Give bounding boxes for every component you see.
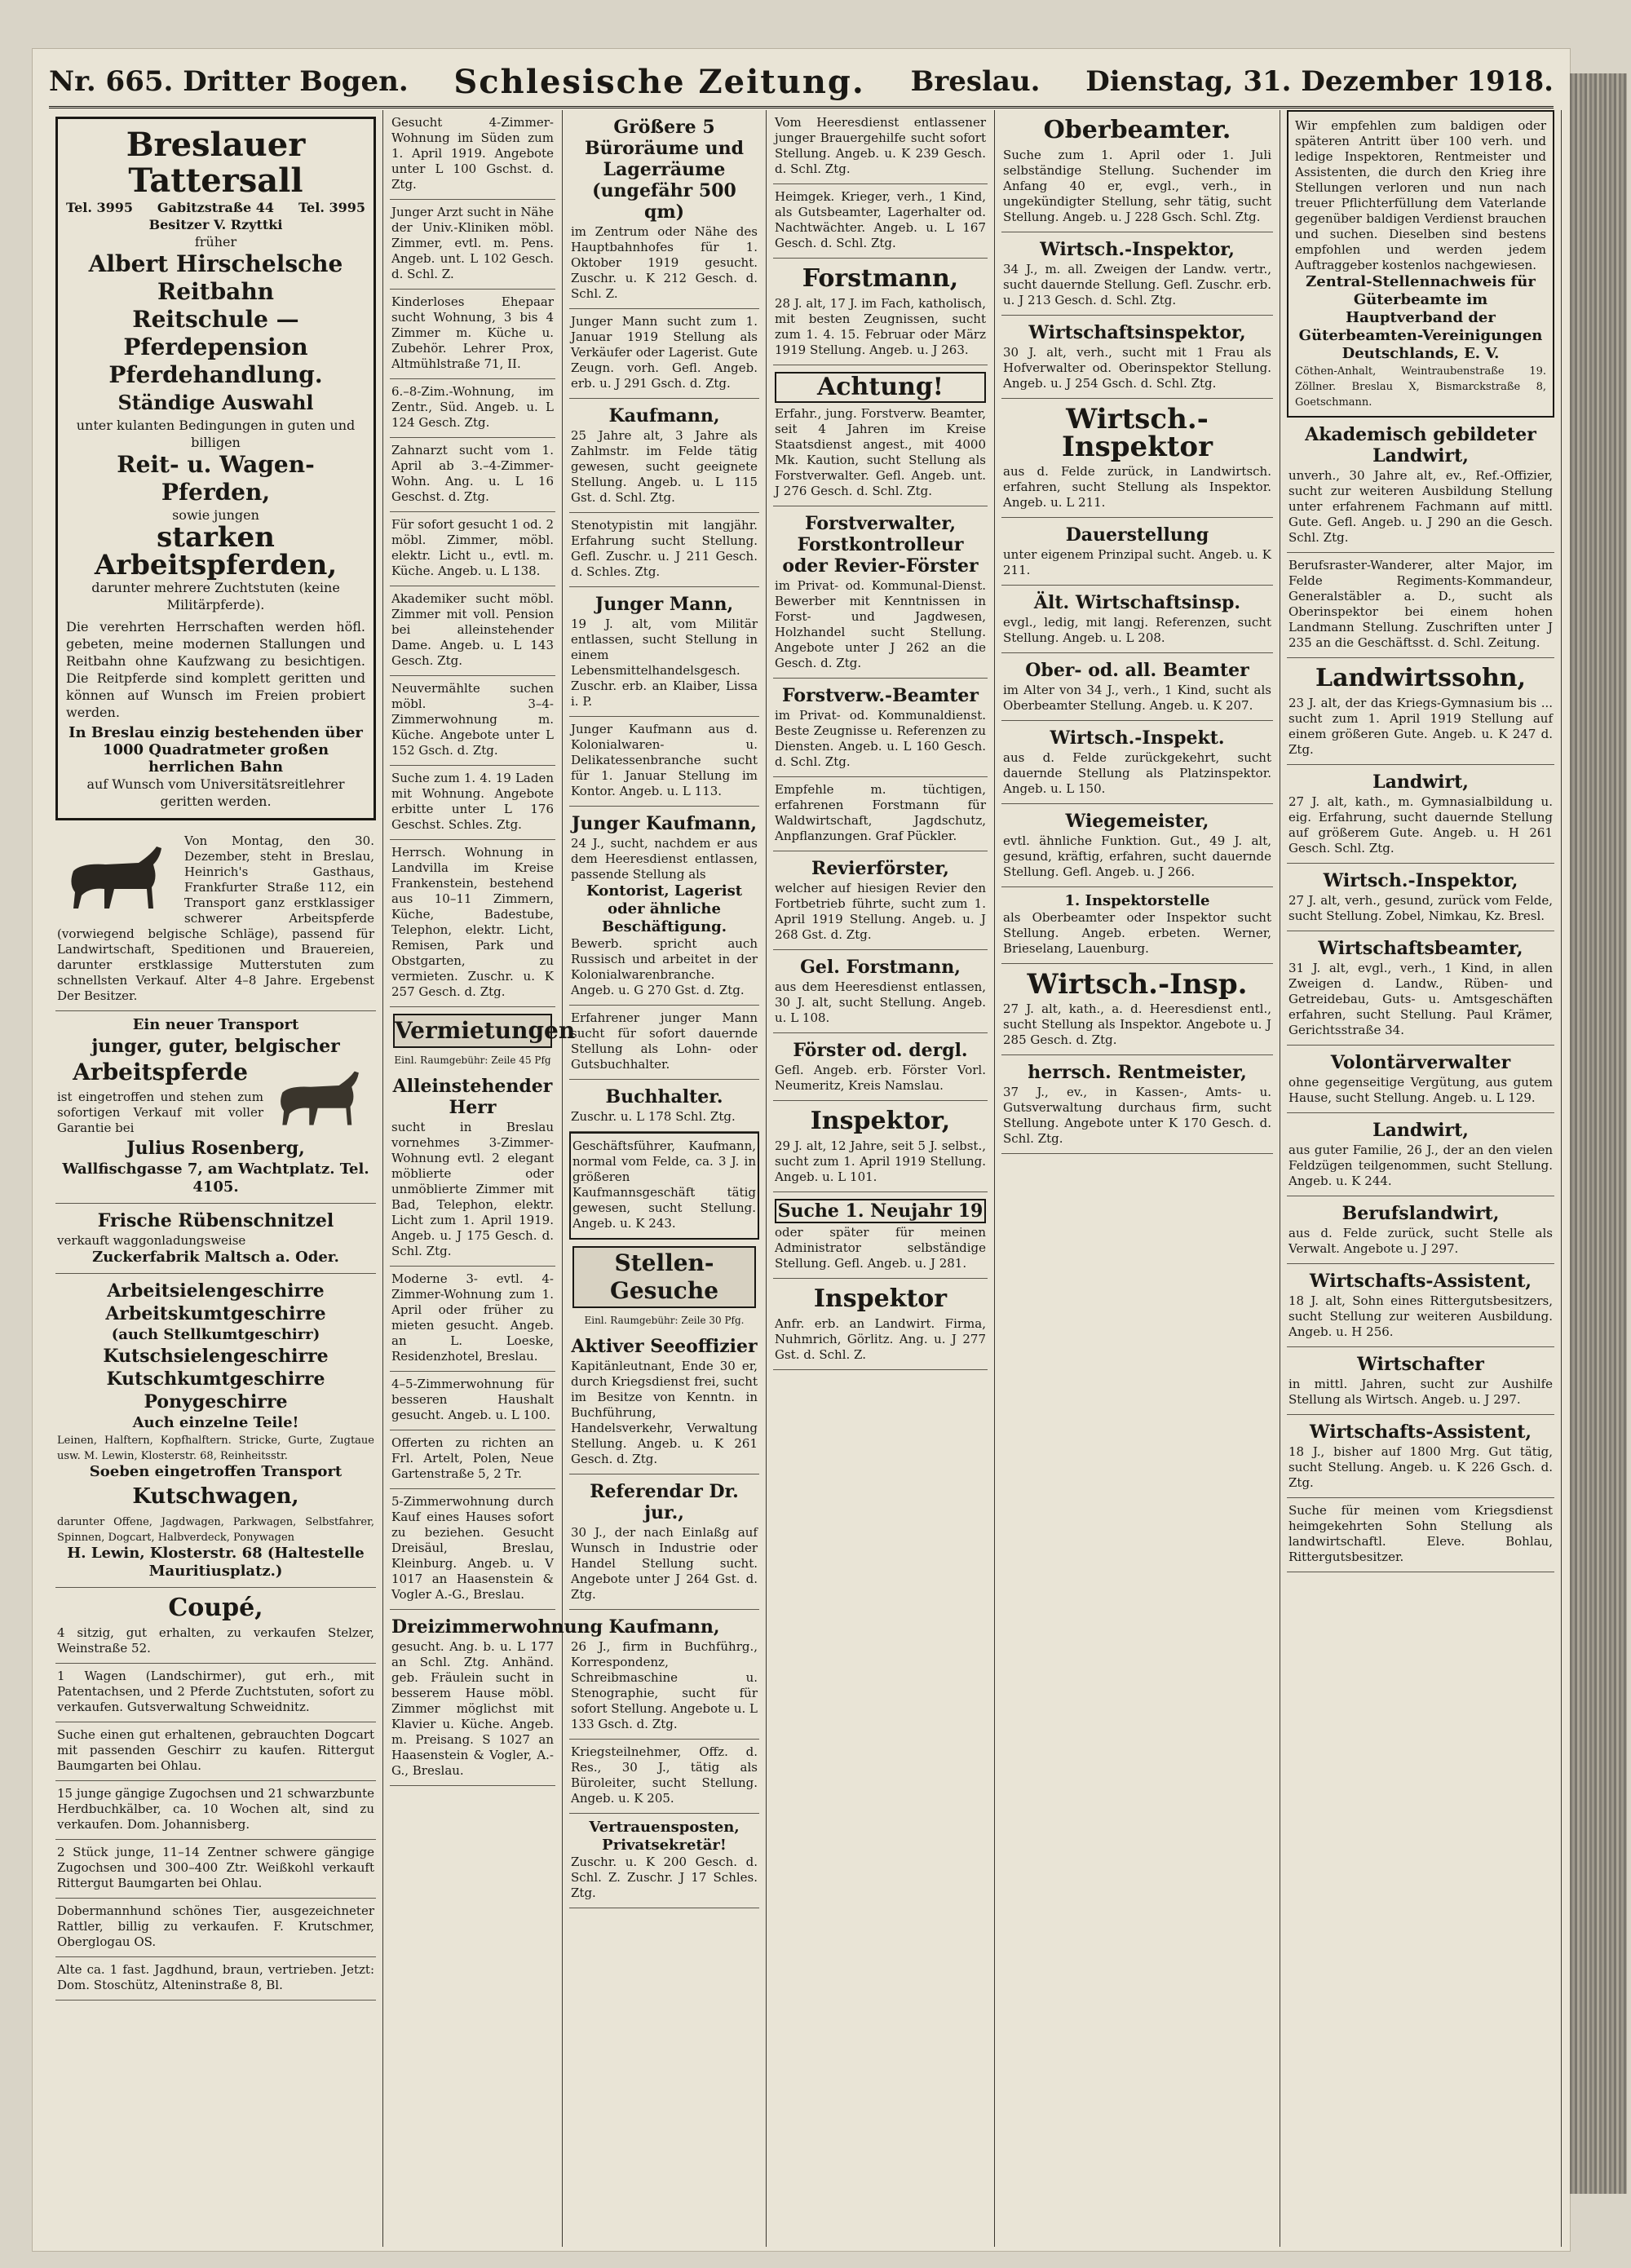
forstverwalter-ad [773,506,988,679]
column-1 [49,110,383,2247]
text: verkauft waggonladungsweise [57,1233,246,1248]
title: Ober- od. all. Beamter [1025,660,1249,681]
title: Wiegemeister, [1065,811,1209,832]
text: 30 J. alt, verh., sucht mit 1 Frau als Hofverwalter od. Oberinspektor Stellung. Angeb. u. J 254 Gsch. d. Schl. Ztg. [1003,345,1271,391]
title: Inspektor, [810,1107,951,1135]
achtung-ad [773,365,988,506]
text: 27 J. alt, kath., m. Gymnasialbildung u. eig. Erfahrung, sucht dauernde Stellung auf größerem Gute. Angeb. u. H 261 Gesch. Schl. Ztg. [1288,794,1553,855]
title: Suche 1. Neujahr 19 [775,1199,986,1223]
column-6 [1280,110,1562,2247]
foerster-ad [773,1033,988,1101]
line3: (auch Stellkumtgeschirr) [111,1326,320,1343]
title: Wirtsch.-Insp. [1027,968,1248,1001]
seeoffizier-ad [569,1329,759,1474]
tattersall-line5: unter kulanten Bedingungen in guten und billigen [76,418,356,450]
wirtsch-insp-ad [1001,964,1273,1055]
kaufmann-2-ad [569,1610,759,1740]
geschaeftsfuehrer-ad: Geschäftsführer, Kaufmann, normal vom Felde, ca. 3 J. in größeren Kaufmannsgeschäft tätig gewesen, sucht Stellung. Angeb. u. K 243. [569,1132,759,1240]
text2: Bewerb. spricht auch Russisch und arbeitet in der Kolonialwarenbranche. Angeb. u. G 270 Gst. d. Ztg. [571,936,758,997]
berufslandwirt-ad [1287,1196,1554,1264]
text: als Oberbeamter oder Inspektor sucht Stellung. Angeb. erbeten. Werner, Brieselang, Lauenburg. [1003,910,1271,956]
tattersall-contact [66,199,365,216]
title: Landwirt, [1372,1120,1469,1141]
text: 26 J., firm in Buchführg., Korrespondenz, Schreibmaschine u. Stenographie, sucht für sofort Stellung. Angebote u. L 133 Gsch. d. Ztg. [571,1639,758,1731]
tattersall-line7: sowie jungen [172,507,259,523]
text: unter eigenem Prinzipal sucht. Angeb. u. K 211. [1003,547,1271,577]
gesuch-9: Suche zum 1. 4. 19 Laden mit Wohnung. Angebote erbitte unter L 176 Geschst. Schles. Ztg. [390,766,555,840]
text: aus guter Familie, 26 J., der an den vielen Feldzügen teilgenommen, sucht Stellung. Angeb. u. K 244. [1288,1143,1553,1188]
ad-b4: Stenotypistin mit langjähr. Erfahrung sucht Stellung. Gefl. Zuschr. u. J 211 Gesch. d. Schles. Ztg. [569,513,759,587]
gesuch-6: Für sofort gesucht 1 od. 2 möbl. Zimmer, möbl. elektr. Licht u., evtl. m. Küche. Angeb. u. L 138. [390,512,555,586]
tattersall-line1: Albert Hirschelsche Reitbahn [88,250,343,305]
wirtschafts-assistent-ad [1287,1264,1554,1347]
empfehle-ad: Empfehle m. tüchtigen, erfahrenen Forstmann für Waldwirtschaft, Jagdschutz, Anpflanzungen. Graf Pückler. [773,777,988,851]
title: Landwirtssohn, [1315,664,1527,692]
major-ad: Berufsraster-Wanderer, alter Major, im Felde Regiments-Kommandeur, Generalstäbler a. D., sucht als Oberinspektor bei einem hohen Landmann Stellung. Zuschriften unter J 235 an die Geschäftsst. d. Schl. Zeitung. [1287,553,1554,658]
title: Förster od. dergl. [793,1040,968,1061]
text: 25 Jahre alt, 3 Jahre als Zahlmstr. im Felde tätig gewesen, sucht geeignete Stellung. Angeb. u. L 115 Gst. d. Schl. Ztg. [571,428,758,505]
title: Referendar Dr. jur., [590,1481,739,1523]
title: Oberbeamter. [1043,116,1231,144]
title: Aktiver Seeoffizier [571,1336,758,1357]
line2: Arbeitspferde [73,1059,248,1085]
jagdhund-ad: Alte ca. 1 fast. Jagdhund, braun, vertrieben. Jetzt: Dom. Stoschütz, Alteninstraße 8, Bl. [55,1957,376,2001]
text: im Zentrum oder Nähe des Hauptbahnhofes für 1. Oktober 1919 gesucht. Zuschr. u. K 212 Gesch. d. Schl. Z. [571,224,758,301]
wirtschafter-ad [1287,1347,1554,1415]
text: in mittl. Jahren, sucht zur Aushilfe Stellung als Wirtsch. Angeb. u. J 297. [1288,1377,1553,1407]
text: evtl. ähnliche Funktion. Gut., 49 J. alt, gesund, kräftig, erfahren, sucht dauernde Stellung. Gefl. Angeb. u. J 266. [1003,833,1271,879]
text: ohne gegenseitige Vergütung, aus gutem Hause, sucht Stellung. Angeb. u. L 129. [1288,1075,1553,1105]
title: Berufslandwirt, [1341,1203,1500,1224]
title: Wirtschafts-Assistent, [1309,1421,1532,1443]
title: Wirtschafts-Assistent, [1309,1271,1532,1292]
horse-illustration-icon [268,1063,374,1129]
title: Alleinstehender Herr [392,1076,553,1118]
title2: Kontorist, Lagerist oder ähnliche Beschäftigung. [586,882,743,935]
title: Forstmann, [802,264,959,293]
coupe-ad [55,1588,376,1664]
dogcart-ad: Suche einen gut erhaltenen, gebrauchten Dogcart mit passenden Geschirr zu kaufen. Rittergut Baumgarten bei Ohlau. [55,1722,376,1781]
section-stellen-gesuche: Stellen-Gesuche [572,1246,756,1308]
inspektorstelle-ad [1001,887,1273,964]
line5: Kutschkumtgeschirre [106,1368,325,1390]
phone-left: Tel. 3995 [66,200,133,215]
belgian-horses-ad [55,1011,376,1204]
ad-b2: Junger Mann sucht zum 1. Januar 1919 Stellung als Verkäufer oder Lagerist. Gute Zeugn. vorh. Gefl. Angeb. erb. u. J 291 Gsch. d. Ztg. [569,309,759,399]
gesuch-10: Herrsch. Wohnung in Landvilla im Kreise Frankenstein, bestehend aus 10–11 Zimmern, Küche, Badestube, Telephon, elektr. Licht, Remisen, Park und Obstgarten, zu vermieten. Zuschr. u. K 257 Gesch. d. Ztg. [390,840,555,1007]
text: sucht in Breslau vornehmes 3-Zimmer-Wohnung evtl. 2 elegant möblierte oder unmöblierte Zimmer mit Bad, Telephon, elektr. Licht zum 1. April 1919. Angeb. u. J 175 Gesch. d. Schl. Ztg. [391,1120,554,1258]
phone-right: Tel. 3995 [298,200,365,215]
line5: Wallfischgasse 7, am Wachtplatz. Tel. 4105. [62,1161,369,1196]
ad-b8: Erfahrener junger Mann sucht für sofort dauernde Stellung als Lohn- oder Gutsbuchhalter. [569,1006,759,1080]
kaufmann-ad [569,399,759,513]
suche-neujahr-ad [773,1192,988,1279]
lead: Ein neuer Transport [132,1016,299,1033]
text: 37 J., ev., in Kassen-, Amts- u. Gutsverwaltung durchaus firm, sucht Stellung. Angebote unter K 170 Gesch. d. Schl. Ztg. [1003,1085,1271,1146]
title: Achtung! [775,372,986,403]
line1: Arbeitsielengeschirre [107,1280,325,1302]
text: Suche zum 1. April oder 1. Juli selbständige Stellung. Suchender im Anfang 40 er, evgl., verh., in ungekündigter Stellung, sehr tätig, sucht Stellung. Angeb. u. J 228 Gsch. Schl. Ztg. [1003,148,1271,224]
wirtschaftsinspektor-ad [1001,316,1273,399]
gesuch-5: Zahnarzt sucht vom 1. April ab 3.–4-Zimmer-Wohn. Ang. u. L 16 Geschst. d. Ztg. [390,438,555,512]
masthead [49,57,1554,108]
referendar-ad [569,1474,759,1610]
text: unverh., 30 Jahre alt, ev., Ref.-Offizier, sucht zur weiteren Ausbildung Stellung unter erfahrenem Fachmann auf mittl. Gute. Gefl. Angeb. u. J 290 an die Gesch. Schl. Ztg. [1288,468,1553,545]
text: 27 J. alt, kath., a. d. Heeresdienst entl., sucht Stellung als Inspektor. Angebote u. J 285 Gesch. d. Ztg. [1003,1001,1271,1047]
vermietung-5: 5-Zimmerwohnung durch Kauf eines Hauses sofort zu beziehen. Gesucht Dreisäul, Breslau, Kleinburg. Angeb. u. V 1017 an Haasenstein & Vogler A.-G., Breslau. [390,1489,555,1610]
tattersall-line4: Ständige Auswahl [117,391,314,414]
horse-illustration-icon [57,838,179,912]
column-5 [995,110,1280,2247]
line4: Kutschsielengeschirre [103,1346,329,1367]
text: Wir empfehlen zum baldigen oder späteren Antritt über 100 verh. und ledige Inspektoren, Rentmeister und Assistenten, die durch den Krieg ihre Stellungen verloren und nun nach treuer Pflichterfüllung dem Vaterlande gegenüber baldigen Verdienst brauchen und suchen. Dieselben sind bestens empfohlen und werden jedem Auftraggeber kostenlos nachgewiesen. [1295,118,1546,272]
title: Buchhalter. [605,1086,723,1107]
title: Wirtschaftsbeamter, [1318,938,1523,959]
title: Revierförster, [811,858,949,879]
text: im Privat- od. Kommunal-Dienst. Bewerber mit Kenntnissen in Forst- und Jagdwesen, Holzhandel sucht Stellung. Angebote unter J 262 an die Gesch. d. Ztg. [775,578,986,670]
landwirt-2-ad [1287,1113,1554,1196]
text: gesucht. Ang. b. u. L 177 an Schl. Ztg. Anhänd. geb. Fräulein sucht in besserem Hause möbl. Zimmer möglichst mit Klavier u. Küche. Angeb. m. Preisang. S 1027 an Haasenstein & Vogler, A.-G., Breslau. [391,1639,554,1778]
gesuch-4: 6.–8-Zim.-Wohnung, im Zentr., Süd. Angeb. u. L 124 Gesch. Ztg. [390,379,555,438]
date: Dienstag, 31. Dezember 1918. [1085,65,1554,98]
issue-number: Nr. 665. Dritter Bogen. [49,65,409,98]
wirtschaftsbeamter-ad [1287,931,1554,1046]
vermietung-1 [390,1069,555,1267]
title: Dauerstellung [1065,524,1209,546]
akademisch-landwirt-ad [1287,418,1554,553]
text: Anfr. erb. an Landwirt. Firma, Nuhmrich, Görlitz. Ang. u. J 277 Gst. d. Schl. Z. [775,1316,986,1362]
tattersall-title: Breslauer Tattersall [126,126,306,200]
text: 24 J., sucht, nachdem er aus dem Heeresdienst entlassen, passende Stellung als [571,836,758,882]
buchhalter-ad [569,1080,759,1132]
gel-forstmann-ad [773,950,988,1033]
title: Junger Mann, [594,594,734,615]
text: Gefl. Angeb. erb. Förster Vorl. Neumeritz, Kreis Namslau. [775,1063,986,1093]
title: Frische Rübenschnitzel [97,1210,334,1231]
text: 29 J. alt, 12 Jahre, seit 5 J. selbst., sucht zum 1. April 1919 Stellung. Angeb. u. L 101. [775,1138,986,1184]
tattersall-line6: Reit- u. Wagen-Pferden, [117,451,315,506]
title: Wirtsch.-Inspektor, [1323,870,1518,891]
ruebenschnitzel-ad [55,1204,376,1274]
horse-ad-text: Von Montag, den 30. Dezember, steht in Breslau, Heinrich's Gasthaus, Frankfurter Straße 112, ein Transport ganz erstklassiger schwerer Arbeitspferde (vorwiegend belgische Schläge), passend für Landwirtschaft, Speditionen und Brauereien, darunter erstklassige Mutterstuten zum schnellsten Verkauf. Alter 4–8 Jahre. Ergebenst Der Besitzer. [57,833,374,1003]
line8: Soeben eingetroffen Transport [89,1463,343,1480]
text: 19 J. alt, vom Militär entlassen, sucht Stellung in einem Lebensmittelhandelsgesch. Zuschr. erb. an Klaiber, Lissa i. P. [571,617,758,709]
title: Kaufmann, [608,405,720,427]
bueroraeume-ad [569,110,759,309]
tattersall-line8: starken Arbeitspferden, [94,521,338,581]
oberbeamter-ad [1001,110,1273,232]
text: im Alter von 34 J., verh., 1 Kind, sucht als Oberbeamter Stellung. Angeb. u. K 207. [1003,683,1271,713]
section-vermietungen: Vermietungen [393,1014,552,1048]
junger-kaufmann-ad [569,807,759,1006]
text: Zuschr. u. K 200 Gesch. d. Schl. Z. Zuschr. J 17 Schles. Ztg. [571,1855,758,1900]
gesuch-8: Neuvermählte suchen möbl. 3–4-Zimmerwohnung m. Küche. Angebote unter L 152 Gsch. d. Ztg. [390,676,555,766]
tattersall-line3: Pferdehandlung. [108,361,323,388]
owner: Besitzer V. Rzyttki [148,217,283,232]
wirtsch-inspektor-6-ad [1287,864,1554,931]
title: Wirtsch.-Inspektor, [1040,239,1235,260]
title: Akademisch gebildeter Landwirt, [1305,424,1536,466]
text: 28 J. alt, 17 J. im Fach, katholisch, mit besten Zeugnissen, sucht zum 1. 4. 15. Februar oder März 1919 Stellung. Angeb. u. J 263. [775,296,986,357]
text: Leinen, Halftern, Kopfhalftern. Stricke, Gurte, Zugtaue usw. M. Lewin, Klosterstr. 68, Reinheitsstr. [57,1435,374,1462]
place: Breslau. [910,65,1041,98]
section-vermietungen-sub: Einl. Raumgebühr: Zeile 45 Pfg [394,1054,551,1066]
title: herrsch. Rentmeister, [1028,1062,1247,1083]
title: Wirtschafter [1357,1354,1484,1375]
text: 18 J., bisher auf 1800 Mrg. Gut tätig, sucht Stellung. Angeb. u. K 226 Gsch. d. Ztg. [1288,1444,1553,1490]
vermietung-2: Moderne 3- evtl. 4-Zimmer-Wohnung zum 1. April oder früher zu mieten gesucht. Angeb. an L. Loeske, Residenzhotel, Breslau. [390,1267,555,1372]
tattersall-line2: Reitschule — Pferdepension [123,306,308,360]
column-2 [383,110,603,2247]
text: aus d. Felde zurück, in Landwirtsch. erfahren, sucht Stellung als Inspektor. Angeb. u. L 211. [1003,464,1271,510]
kriegsteilnehmer-ad: Kriegsteilnehmer, Offz. d. Res., 30 J., tätig als Büroleiter, sucht Stellung. Angeb. u. K 205. [569,1740,759,1814]
text: im Privat- od. Kommunaldienst. Beste Zeugnisse u. Referenzen zu Diensten. Angeb. u. L 160 Gesch. d. Schl. Ztg. [775,708,986,769]
zugochsen-ad: 2 Stück junge, 11–14 Zentner schwere gängige Zugochsen und 300–400 Ztr. Weißkohl verkauft Rittergut Baumgarten bei Ohlau. [55,1840,376,1899]
section-stellen-sub: Einl. Raumgebühr: Zeile 30 Pfg. [584,1315,745,1326]
wiegemeister-ad [1001,804,1273,887]
gesuch-3: Kinderloses Ehepaar sucht Wohnung, 3 bis 4 Zimmer m. Küche u. Zubehör. Lehrer Prox, Altmühlstraße 71, II. [390,290,555,379]
zentral-stellennachweis-ad [1287,110,1554,418]
line4: Julius Rosenberg, [126,1138,305,1159]
landwirt-ad [1287,765,1554,864]
brauergehilfe-ad: Vom Heeresdienst entlassener junger Brauergehilfe sucht sofort Stellung. Angeb. u. K 239 Gesch. d. Schl. Ztg. [773,110,988,184]
text: 34 J., m. all. Zweigen der Landw. vertr., sucht dauernde Stellung. Gefl. Zuschr. erb. u. J 213 Gesch. d. Schl. Ztg. [1003,262,1271,307]
text: Kapitänleutnant, Ende 30 er, durch Kriegsdienst frei, sucht im Besitze von Kenntn. in Buchführung, Handelsverkehr, Verwaltung Stellung. Angeb. u. K 261 Gesch. d. Ztg. [571,1359,758,1466]
title: Dreizimmerwohnung [391,1616,603,1638]
column-4 [767,110,995,2247]
gesuch-2: Junger Arzt sucht in Nähe der Univ.-Kliniken möbl. Zimmer, evtl. m. Pens. Angeb. unt. L 102 Gesch. d. Schl. Z. [390,200,555,290]
rentmeister-ad [1001,1055,1273,1154]
title: Größere 5 Büroräume und Lagerräume (ungefähr 500 qm) [584,117,744,223]
text: 23 J. alt, der das Kriegs-Gymnasium bis ... sucht zum 1. April 1919 Stellung auf einem größeren Gute. Angeb. u. K 247 d. Ztg. [1288,696,1553,757]
text: oder später für meinen Administrator selbständige Stellung. Gefl. Angeb. u. J 281. [775,1225,986,1271]
title: Zentral-Stellennachweis für Güterbeamte im Hauptverband der Güterbeamten-Vereinigungen Deutschlands, E. V. [1298,273,1543,362]
landwirtssohn-ad [1287,658,1554,765]
page-edge-shadow [1570,73,1627,2194]
firm: H. Lewin, Klosterstr. 68 (Haltestelle Mauritiusplatz.) [67,1545,365,1580]
vermietung-3: 4–5-Zimmerwohnung für besseren Haushalt gesucht. Angeb. u. L 100. [390,1372,555,1430]
title: Inspektor [813,1284,948,1313]
title: Wirtschaftsinspektor, [1028,322,1246,343]
tattersall-text: Die verehrten Herrschaften werden höfl. gebeten, meine modernen Stallungen und Reitbahn ohne Kaufzwang zu besichtigen. Die Reitpferde sind komplett geritten und können auf Wunsch im Freien probiert werden. [66,619,365,720]
wirtsch-inspektor-ad [1001,232,1273,316]
title: Vertrauensposten, Privatsekretär! [589,1819,740,1854]
tattersall-ad [55,117,376,820]
tattersall-line10: In Breslau einzig bestehenden über 1000 Quadratmeter großen herrlichen Bahn [69,724,363,776]
inspektor-2-ad [773,1279,988,1370]
title: Forstverwalter, Forstkontrolleur oder Revier-Förster [782,513,979,577]
title: Ält. Wirtschaftsinsp. [1033,592,1241,613]
line6: Ponygeschirre [144,1391,288,1413]
line7: Auch einzelne Teile! [132,1414,299,1431]
wirtsch-inspekt-ad [1001,721,1273,804]
title: Wirtsch.-Inspekt. [1050,727,1225,749]
title: Wirtsch.-Inspektor [1061,403,1213,463]
vermietung-4: Offerten zu richten an Frl. Artelt, Polen, Neue Gartenstraße 5, 2 Tr. [390,1430,555,1489]
line9: Kutschwagen, [132,1484,299,1509]
line2: Arbeitskumtgeschirre [105,1303,326,1324]
kaelber-ad: 15 junge gängige Zugochsen und 21 schwarzbunte Herdbuchkälber, ca. 10 Wochen alt, sind zu verkaufen. Dom. Johannisberg. [55,1781,376,1840]
gesuch-1: Gesucht 4-Zimmer-Wohnung im Süden zum 1. April 1919. Angebote unter L 100 Gschst. d. Ztg. [390,110,555,200]
title: Gel. Forstmann, [800,957,961,978]
suche-sohn-ad: Suche für meinen vom Kriegsdienst heimgekehrten Sohn Stellung als landwirtschaftl. Eleve. Bohlau, Rittergutsbesitzer. [1287,1498,1554,1572]
ober-beamter-ad [1001,653,1273,721]
horse-transport-ad [55,829,376,1011]
tattersall-line11: auf Wunsch vom Universitätsreitlehrer geritten werden. [86,776,345,809]
title: Kaufmann, [608,1616,720,1638]
text: 18 J. alt, Sohn eines Rittergutsbesitzers, sucht Stellung zur weiteren Ausbildung. Angeb. u. H 256. [1288,1293,1553,1339]
wirtschafts-assistent-2-ad [1287,1415,1554,1498]
title: Landwirt, [1372,771,1469,793]
line1: junger, guter, belgischer [91,1036,340,1057]
wirtsch-inspektor-3-ad [1001,399,1273,518]
text: aus d. Felde zurückgekehrt, sucht dauernde Stellung als Platzinspektor. Angeb. u. L 150. [1003,750,1271,796]
address: Gabitzstraße 44 [157,200,275,215]
text: welcher auf hiesigen Revier den Fortbetrieb führte, sucht zum 1. April 1919 Stellung. Angeb. u. J 268 Gst. d. Ztg. [775,881,986,942]
text: 4 sitzig, gut erhalten, zu verkaufen Stelzer, Weinstraße 52. [57,1625,374,1656]
krieger-ad: Heimgek. Krieger, verh., 1 Kind, als Gutsbeamter, Lagerhalter od. Nachtwächter. Angeb. u. L 167 Gesch. d. Schl. Ztg. [773,184,988,259]
text: 30 J., der nach Einlaßg auf Wunsch in Industrie oder Handel Stellung sucht. Angebote unter J 264 Gst. d. Ztg. [571,1525,758,1602]
text: aus dem Heeresdienst entlassen, 30 J. alt, sucht Stellung. Angeb. u. L 108. [775,979,986,1025]
title: Forstverw.-Beamter [782,685,979,706]
line3: ist eingetroffen und stehen zum sofortigen Verkauf mit voller Garantie bei [57,1090,263,1135]
ad-b6: Junger Kaufmann aus d. Kolonialwaren- u. Delikatessenbranche sucht für 1. Januar Stellung im Kontor. Angeb. u. L 113. [569,717,759,807]
newspaper-title: Schlesische Zeitung. [453,62,865,101]
inspektor-ad [773,1101,988,1192]
aelt-wirtschaftsinsp-ad [1001,586,1273,653]
wagen-ad: 1 Wagen (Landschirmer), gut erh., mit Patentachsen, und 2 Pferde Zuchtstuten, sofort zu verkaufen. Gutsverwaltung Schweidnitz. [55,1664,376,1722]
dauerstellung-ad [1001,518,1273,586]
forstverw-beamter-ad [773,679,988,777]
title: 1. Inspektorstelle [1064,892,1210,909]
revierfoerster-ad [773,851,988,950]
column-3 [563,110,767,2247]
dreizimmer-ad [390,1610,603,1786]
text: evgl., ledig, mit langj. Referenzen, sucht Stellung. Angeb. u. L 208. [1003,615,1271,645]
text2: darunter Offene, Jagdwagen, Parkwagen, Selbstfahrer, Spinnen, Dogcart, Halbverdeck, Ponywagen [57,1516,374,1544]
privatsekretaer-ad [569,1814,759,1908]
forstmann-ad [773,259,988,365]
gesuch-7: Akademiker sucht möbl. Zimmer mit voll. Pension bei alleinstehender Dame. Angeb. u. L 143 Gesch. Ztg. [390,586,555,676]
dobermann-ad: Dobermannhund schönes Tier, ausgezeichneter Rattler, billig zu verkaufen. F. Krutschmer, Oberglogau OS. [55,1899,376,1957]
text: Erfahr., jung. Forstverw. Beamter, seit 4 Jahren im Kreise Staatsdienst angest., mit 4000 Mk. Kaution, sucht Stellung als Forstverwalter. Gefl. Angeb. unt. J 276 Gesch. d. Schl. Ztg. [775,406,986,498]
address: Cöthen-Anhalt, Weintraubenstraße 19. Zöllner. Breslau X, Bismarckstraße 8, Goetschmann. [1295,365,1546,409]
text: Zuschr. u. L 178 Schl. Ztg. [571,1109,736,1124]
text: 27 J. alt, verh., gesund, zurück vom Felde, sucht Stellung. Zobel, Nimkau, Kz. Bresl. [1288,893,1553,923]
title: Coupé, [168,1594,263,1622]
title: Junger Kaufmann, [571,813,758,834]
text: aus d. Felde zurück, sucht Stelle als Verwalt. Angebote u. J 297. [1288,1226,1553,1256]
formerly: früher [194,234,237,250]
text: 31 J. alt, evgl., verh., 1 Kind, in allen Zweigen d. Landw., Rüben- und Getreidebau, Guts- u. Amtsgeschäften erfahren, sucht Stellung. Paul Krämer, Gerichtsstraße 34. [1288,961,1553,1037]
title: Volontärverwalter [1330,1052,1511,1073]
volontaerverwalter-ad [1287,1046,1554,1113]
tattersall-line9: darunter mehrere Zuchtstuten (keine Militärpferde). [91,580,340,612]
geschirre-ad [55,1274,376,1588]
junger-mann-ad [569,587,759,717]
firm: Zuckerfabrik Maltsch a. Oder. [92,1249,339,1266]
